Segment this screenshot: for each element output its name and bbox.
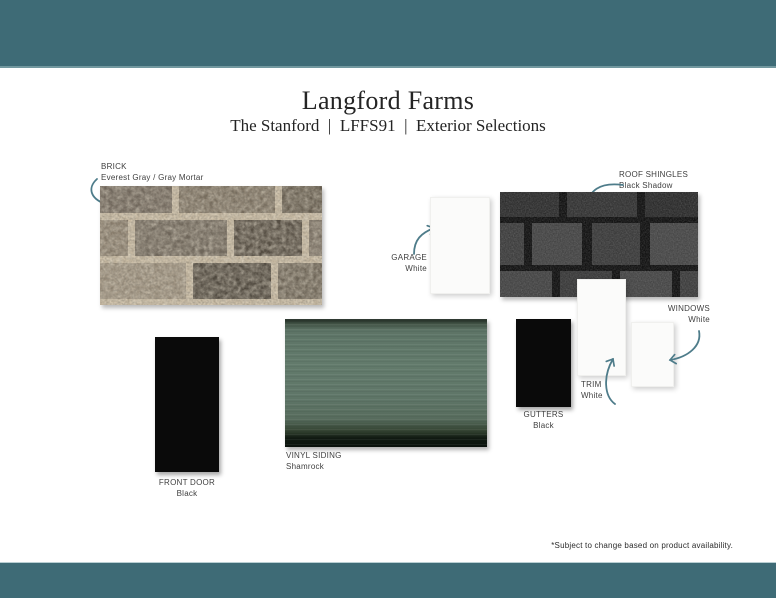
front-door-label (142, 477, 232, 499)
vinyl-siding-swatch (285, 319, 487, 447)
front-door-swatch (155, 337, 219, 472)
brick-label-value: Everest Gray / Gray Mortar (101, 173, 204, 182)
roof-shingles-label (619, 169, 688, 191)
gutters-label-name: GUTTERS (523, 410, 564, 419)
disclaimer-text: *Subject to change based on product availability. (551, 541, 733, 550)
vinyl-siding-label (286, 450, 342, 472)
trim-arrow-icon (600, 352, 624, 406)
top-accent-band (0, 0, 776, 68)
trim-label-name: TRIM (581, 380, 602, 389)
roof-shingles-label-value: Black Shadow (619, 181, 673, 190)
gutters-label-value: Black (533, 421, 554, 430)
windows-arrow-icon (662, 328, 702, 364)
roof-shingles-label-name: ROOF SHINGLES (619, 170, 689, 179)
vinyl-siding-label-value: Shamrock (286, 462, 325, 471)
garage-label-name: GARAGE (391, 253, 427, 262)
brick-swatch-image (100, 186, 322, 305)
garage-label-value: White (405, 264, 427, 273)
gutters-label (506, 409, 581, 431)
vinyl-siding-label-name: VINYL SIDING (286, 451, 342, 460)
gutters-swatch (516, 319, 571, 407)
garage-swatch (430, 197, 490, 294)
bottom-accent-band (0, 562, 776, 598)
front-door-label-name: FRONT DOOR (158, 478, 216, 487)
windows-label-name: WINDOWS (667, 304, 710, 313)
windows-label-value: White (688, 315, 710, 324)
trim-label-value: White (581, 391, 603, 400)
brick-label-name: BRICK (101, 162, 127, 171)
page-title: Langford Farms (301, 86, 475, 115)
page-subtitle: The Stanford | LFFS91 | Exterior Selections (230, 116, 546, 135)
front-door-label-value: Black (176, 489, 198, 498)
